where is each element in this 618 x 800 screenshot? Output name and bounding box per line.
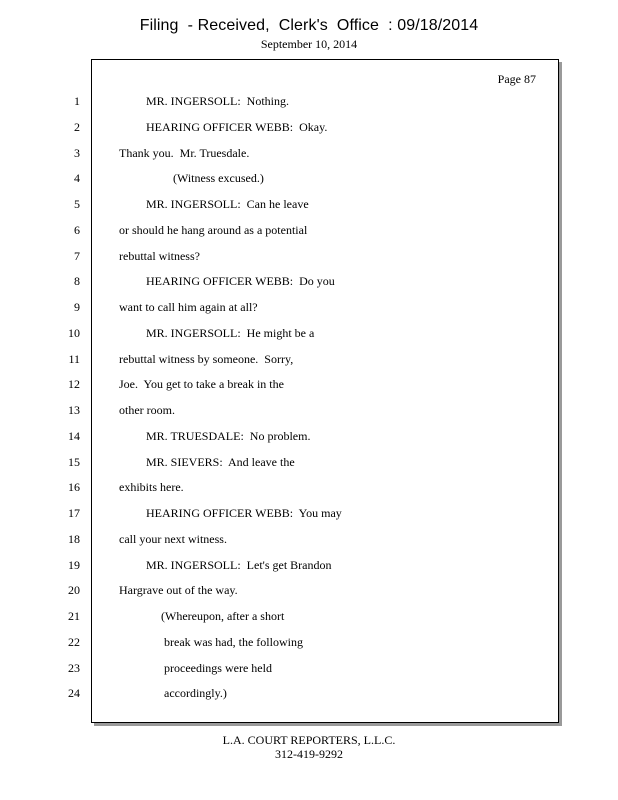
transcript-line-text: rebuttal witness by someone. Sorry, bbox=[119, 351, 294, 366]
transcript-line-text: MR. INGERSOLL: Nothing. bbox=[146, 94, 290, 108]
transcript-line-text: MR. TRUESDALE: No problem. bbox=[146, 428, 311, 443]
line-number: 14 bbox=[68, 428, 80, 443]
transcript-line-text: proceedings were held bbox=[164, 660, 272, 675]
transcript-line-text: MR. SIEVERS: And leave the bbox=[146, 454, 295, 469]
transcript-line-text: HEARING OFFICER WEBB: Do you bbox=[146, 274, 335, 289]
line-number: 22 bbox=[68, 634, 80, 649]
line-number: 4 bbox=[74, 171, 80, 186]
transcript-line-text: MR. INGERSOLL: He might be a bbox=[146, 325, 315, 340]
line-number: 1 bbox=[74, 94, 80, 108]
line-number: 18 bbox=[68, 531, 80, 546]
line-number: 15 bbox=[68, 454, 80, 469]
transcript-line-text: other room. bbox=[119, 403, 175, 417]
line-number: 10 bbox=[68, 325, 80, 340]
line-number: 12 bbox=[68, 377, 80, 392]
footer-company: L.A. COURT REPORTERS, L.L.C. bbox=[222, 733, 396, 747]
line-number: 21 bbox=[68, 609, 80, 623]
line-number: 17 bbox=[68, 506, 80, 520]
line-number: 23 bbox=[68, 660, 80, 675]
line-number: 24 bbox=[68, 686, 80, 701]
transcript-line-text: accordingly.) bbox=[164, 686, 227, 701]
transcript-line-text: rebuttal witness? bbox=[119, 248, 200, 263]
line-number: 2 bbox=[74, 119, 80, 134]
line-number: 9 bbox=[74, 300, 80, 314]
transcript-line-text: (Whereupon, after a short bbox=[161, 609, 285, 623]
footer-phone: 312-419-9292 bbox=[275, 747, 343, 761]
line-number: 7 bbox=[74, 248, 80, 263]
transcript-line-text: Thank you. Mr. Truesdale. bbox=[119, 145, 250, 160]
transcript-line-text: want to call him again at all? bbox=[119, 300, 258, 314]
transcript-line-text: HEARING OFFICER WEBB: Okay. bbox=[146, 119, 328, 134]
transcript-line-text: MR. INGERSOLL: Can he leave bbox=[146, 197, 309, 211]
transcript-line-text: or should he hang around as a potential bbox=[119, 222, 308, 237]
transcript-line-text: Hargrave out of the way. bbox=[119, 583, 238, 598]
line-number: 16 bbox=[68, 480, 80, 495]
line-number: 3 bbox=[74, 145, 80, 160]
transcript-line-text: call your next witness. bbox=[119, 531, 227, 546]
transcript-line-text: exhibits here. bbox=[119, 480, 184, 495]
line-number: 20 bbox=[68, 583, 80, 598]
transcript-line-text: MR. INGERSOLL: Let's get Brandon bbox=[146, 557, 332, 572]
line-number: 11 bbox=[68, 351, 80, 366]
filing-stamp: Filing - Received, Clerk's Office : 09/18/2014 bbox=[139, 17, 479, 34]
transcript-line-text: break was had, the following bbox=[164, 634, 303, 649]
line-number: 19 bbox=[68, 557, 80, 572]
line-number: 5 bbox=[74, 197, 80, 211]
transcript-line-text: Joe. You get to take a break in the bbox=[119, 377, 284, 392]
line-number: 13 bbox=[68, 403, 80, 417]
line-number: 8 bbox=[74, 274, 80, 289]
transcript-line-text: HEARING OFFICER WEBB: You may bbox=[146, 506, 342, 520]
line-number: 6 bbox=[74, 222, 80, 237]
page-number: Page 87 bbox=[497, 72, 536, 86]
hearing-date: September 10, 2014 bbox=[260, 37, 358, 51]
transcript-line-text: (Witness excused.) bbox=[173, 171, 264, 186]
